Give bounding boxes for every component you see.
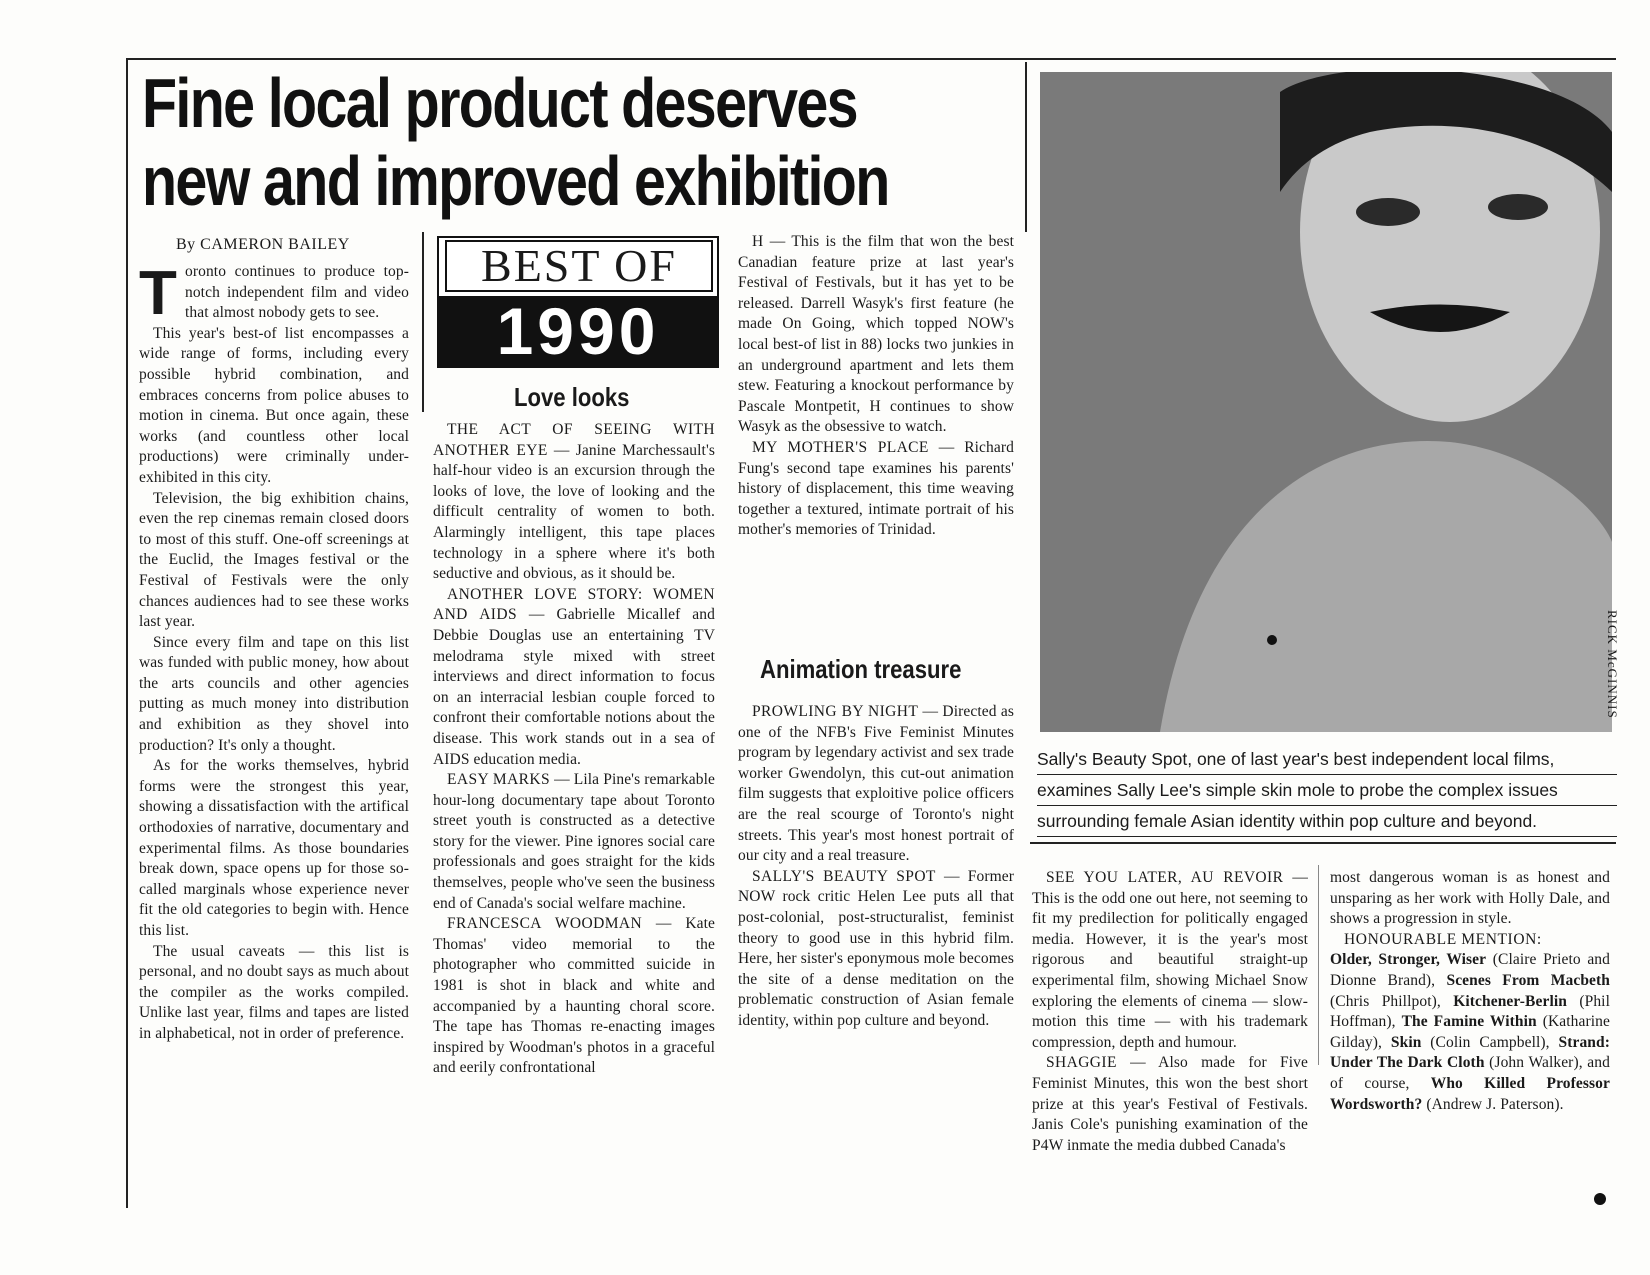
portrait-illustration bbox=[1040, 72, 1612, 732]
byline: By CAMERON BAILEY bbox=[176, 236, 350, 253]
best-of-1990-logo bbox=[437, 236, 719, 368]
entry-title: SHAGGIE bbox=[1046, 1054, 1117, 1072]
photo-credit: RICK McGINNIS bbox=[1605, 610, 1620, 719]
entry-title: MY MOTHER'S PLACE bbox=[752, 438, 929, 456]
lead-paragraph: Toronto continues to produce top-notch independent film and video that almost nobody gets to see. bbox=[139, 259, 409, 328]
entry-title: SEE YOU LATER, AU REVOIR bbox=[1046, 869, 1284, 886]
review-entry: MY MOTHER'S PLACE — Richard Fung's second tape examines his parents' history of displacement, this time weaving together a textured, intimate portrait of his mother's memories of Trinidad. bbox=[738, 438, 1014, 539]
column-3-continued bbox=[738, 702, 1014, 1032]
honourable-mention-heading: HONOURABLE MENTION: bbox=[1344, 930, 1542, 948]
photo-column-rule bbox=[1025, 62, 1027, 232]
col-divider-1 bbox=[422, 232, 424, 412]
headline bbox=[142, 64, 889, 220]
entry-title: THE ACT OF SEEING WITH ANOTHER EYE bbox=[433, 421, 715, 459]
year-label: 1990 bbox=[439, 296, 717, 366]
paragraph: The usual caveats — this list is personal, and no doubt says as much about the compiler as the works compiled. Unlike last year, films and tapes are listed in alphabetical, not in order of preference. bbox=[139, 942, 409, 1042]
review-entry: FRANCESCA WOODMAN — Kate Thomas' video memorial to the photographer who committed suicide in 1981 is shot in black and white and accompanied by a haunting choral score. The tape has Thomas re-enacting images inspired by Woodman's photos in a graceful and eerily confrontational bbox=[433, 915, 715, 1077]
paragraph: As for the works themselves, hybrid forms were the strongest this year, showing a dissatisfaction with the artifical orthodoxies of narrative, documentary and experimental films. As those boundaries break down, space opens up for those so-called marginals whose experience never fit the old categories to begin with. Hence this list. bbox=[139, 757, 409, 939]
entry-title: EASY MARKS bbox=[447, 771, 551, 789]
entry-title: SALLY'S BEAUTY SPOT bbox=[752, 867, 936, 885]
caption-bottom-rule bbox=[1030, 842, 1616, 844]
column-2 bbox=[433, 420, 715, 1079]
review-entry: PROWLING BY NIGHT — Directed as one of the NFB's Five Feminist Minutes program by legendary activist and sex trade worker Gwendolyn, this cut-out animation film suggests that exploitive police officers are the real scourge of Toronto's night streets. This year's most honest portrait of our city and a real treasure. bbox=[738, 703, 1014, 865]
best-of-label: BEST OF bbox=[445, 240, 713, 292]
review-entry: THE ACT OF SEEING WITH ANOTHER EYE — Janine Marchessault's half-hour video is an excursion through the looks of love, the love of looking and the difficult centrality of women to both. Alarmingly intelligent, this tape places technology in a sphere where it's both seductive and obvious, as it should be. bbox=[433, 421, 715, 583]
paragraph: Television, the big exhibition chains, even the rep cinemas remain closed doors to most of this stuff. One-off screenings at the Euclid, the Images festival or the Festival of Festivals were the only chances audiences had to see these works last year. bbox=[139, 489, 409, 631]
headline-line-1: Fine local product deserves bbox=[142, 64, 857, 142]
caption-line: Sally's Beauty Spot, one of last year's best independent local films, bbox=[1037, 744, 1617, 775]
film-still-photo bbox=[1040, 72, 1612, 732]
caption-line: surrounding female Asian identity within pop culture and beyond. bbox=[1037, 806, 1617, 837]
review-entry: EASY MARKS — Lila Pine's remarkable hour-long documentary tape about Toronto street youth is constructed as a detective story for the viewer. Pine ignores social care professionals and goes straight for the kids themselves, people who've seen the business end of Canada's social welfare machine. bbox=[433, 771, 715, 912]
honourable-mention-list: Older, Stronger, Wiser (Claire Prieto and Dionne Brand), Scenes From Macbeth (Chris Phillpot), Kitchener-Berlin (Phil Hoffman), The Famine Within (Katharine Gilday), Skin (Colin Campbell), Strand: Under The Dark Cloth (John Walker), and of course, Who Killed Professor Wordsworth? (Andrew J. Paterson). bbox=[1330, 951, 1610, 1113]
drop-cap: T bbox=[139, 259, 177, 328]
entry-title: FRANCESCA WOODMAN bbox=[447, 915, 643, 933]
caption-line: examines Sally Lee's simple skin mole to probe the complex issues bbox=[1037, 775, 1617, 806]
subhead-animation-treasure: Animation treasure bbox=[760, 654, 962, 684]
review-entry: SHAGGIE — Also made for Five Feminist Minutes, this won the best short prize at this year's Festival of Festivals. Janis Cole's punishing examination of the P4W inmate the media dubbed Canada's bbox=[1032, 1054, 1308, 1154]
column-3 bbox=[738, 232, 1014, 541]
entry-title: PROWLING BY NIGHT bbox=[752, 703, 919, 720]
subhead-love-looks: Love looks bbox=[514, 382, 630, 412]
left-border-rule bbox=[126, 58, 128, 1208]
headline-line-2: new and improved exhibition bbox=[142, 142, 889, 220]
col-divider-4 bbox=[1318, 865, 1319, 1065]
review-entry: ANOTHER LOVE STORY: WOMEN AND AIDS — Gabrielle Micallef and Debbie Douglas use an entertaining TV melodrama style mixed with street interviews and direct information to focus on an interracial lesbian couple forced to confront their comfortable notions about the disease. This work stands out in a sea of AIDS education media. bbox=[433, 585, 715, 768]
column-5 bbox=[1330, 868, 1610, 1115]
paragraph: Since every film and tape on this list was funded with public money, how about the arts councils and other agencies putting as much money into distribution and exhibition as they shovel into production? It's only a thought. bbox=[139, 633, 409, 754]
top-border-rule bbox=[126, 58, 1616, 60]
entry-title: ANOTHER LOVE STORY: WOMEN AND AIDS bbox=[433, 585, 715, 624]
paragraph: most dangerous woman is as honest and unsparing as her work with Holly Dale, and shows a progression in style. bbox=[1330, 869, 1610, 928]
photo-caption bbox=[1037, 744, 1617, 837]
paragraph: This year's best-of list encompasses a wide range of forms, including every possible hybrid combination, and embraces concerns from police abuses to motion in cinema. But once again, these works (and countless other local productions) were criminally under-exhibited in this city. bbox=[139, 324, 409, 486]
end-mark-bullet bbox=[1594, 1193, 1606, 1205]
review-entry: H — This is the film that won the best Canadian feature prize at last year's Festival of Festivals, but it has yet to be released. Darrell Wasyk's first feature (he made On Going, which topped NOW's local best-of list in 88) locks two junkies in an underground apartment and lets them stew. Featuring a knockout performance by Pascale Montpetit, H continues to show Wasyk as the obsessive to watch. bbox=[738, 233, 1014, 436]
review-entry: SALLY'S BEAUTY SPOT — Former NOW rock critic Helen Lee puts all that post-colonial, post-structuralist, feminist theory to good use in this hybrid film. Here, her sister's eponymous mole becomes the site of a dense meditation on the problematic construction of Asian female identity, within pop culture and beyond. bbox=[738, 867, 1014, 1029]
column-4 bbox=[1032, 868, 1308, 1156]
entry-title: H bbox=[752, 233, 764, 250]
review-entry: SEE YOU LATER, AU REVOIR — This is the odd one out here, not seeming to fit my predilection for politically engaged media. However, it is the year's most rigorous and beautiful straight-up experimental film, showing Michael Snow exploring the elements of cinema — slow-motion this time — with his trademark compression, depth and humour. bbox=[1032, 869, 1309, 1051]
column-1 bbox=[139, 259, 409, 1045]
